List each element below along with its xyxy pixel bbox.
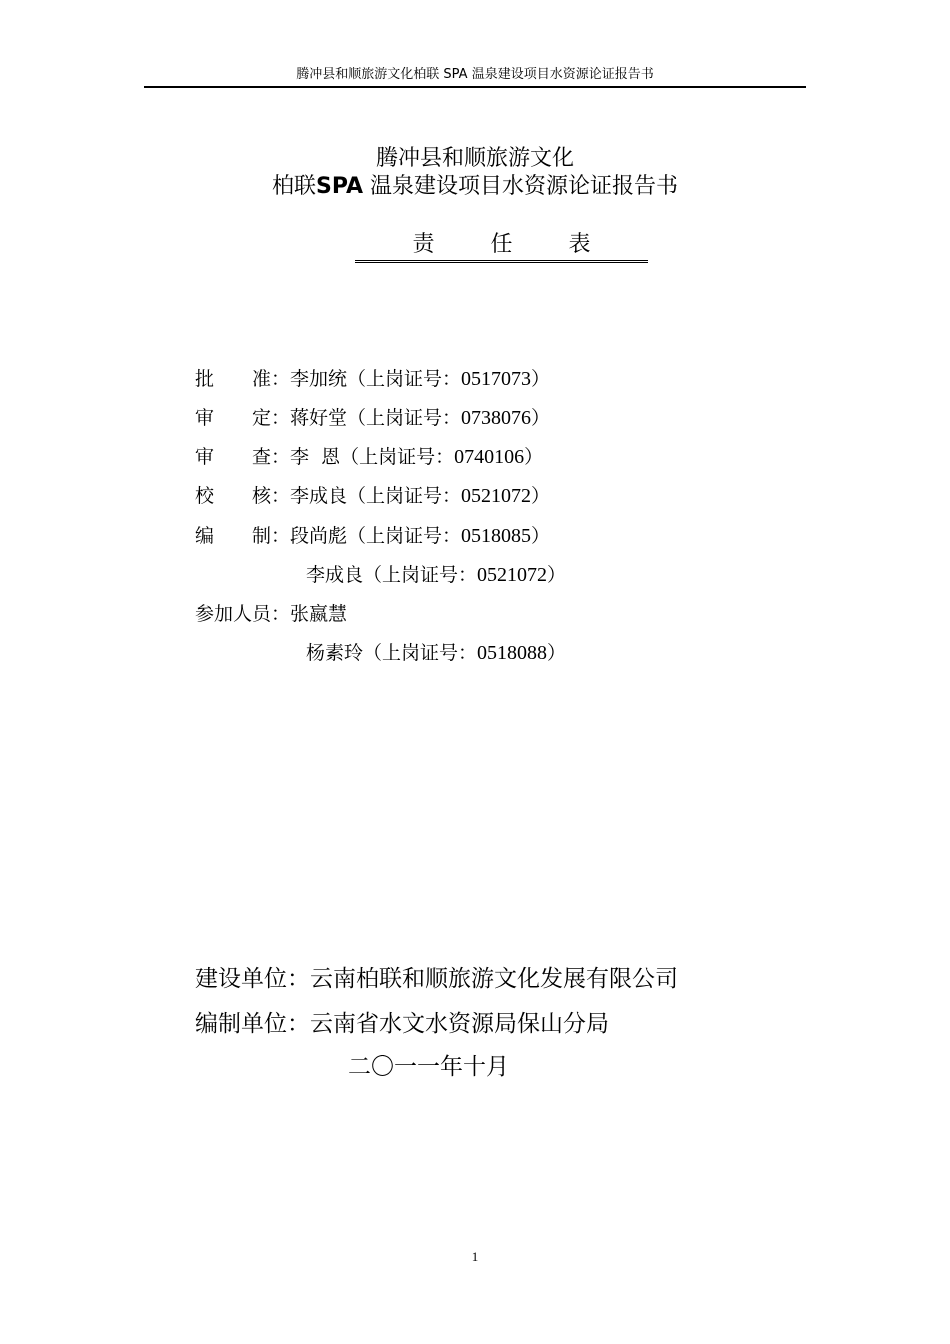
subtitle: 责任表 bbox=[412, 232, 647, 257]
compiler-unit: 编制单位：云南省水文水资源局保山分局 bbox=[195, 1011, 609, 1037]
cert-prefix: （上岗证号： bbox=[347, 525, 462, 547]
subtitle-underline bbox=[355, 230, 648, 263]
role-row-review: 审查：李 恩（上岗证号：0740106） bbox=[195, 443, 543, 471]
cert-suffix: ） bbox=[524, 446, 544, 468]
cert-prefix: （上岗证号： bbox=[363, 642, 478, 664]
role-row-check: 校核：李成良（上岗证号：0521072） bbox=[195, 482, 550, 510]
participants-row-extra bbox=[306, 639, 566, 667]
cert-suffix: ） bbox=[531, 485, 551, 507]
running-header: 腾冲县和顺旅游文化柏联 SPA 温泉建设项目水资源论证报告书 bbox=[296, 67, 654, 82]
cert-number: 0740106 bbox=[454, 446, 525, 468]
cert-prefix: （上岗证号： bbox=[347, 368, 462, 390]
cert-suffix: ） bbox=[547, 642, 567, 664]
cert-suffix: ） bbox=[531, 407, 551, 429]
role-row-finalize: 审定：蒋好堂（上岗证号：0738076） bbox=[195, 404, 550, 432]
role-row-compile: 编制：段尚彪（上岗证号：0518085） bbox=[195, 522, 550, 550]
report-date: 二〇一一年十月 bbox=[348, 1054, 509, 1080]
cert-suffix: ） bbox=[547, 564, 567, 586]
cert-suffix: ） bbox=[531, 525, 551, 547]
role-person: 蒋好堂 bbox=[290, 407, 348, 429]
builder-unit: 建设单位：云南柏联和顺旅游文化发展有限公司 bbox=[195, 966, 678, 992]
cert-number: 0518085 bbox=[461, 525, 532, 547]
page-number: 1 bbox=[471, 1249, 479, 1264]
role-person: 李成良 bbox=[290, 485, 348, 507]
role-label: 编制 bbox=[195, 525, 271, 547]
title-line2-post: 温泉建设项目水资源论证报告书 bbox=[369, 174, 678, 199]
title-line2-latin: SPA bbox=[316, 174, 363, 199]
cert-number: 0517073 bbox=[461, 368, 532, 390]
role-label: 校核 bbox=[195, 485, 271, 507]
participants-label: 参加人员： bbox=[195, 603, 291, 625]
cert-prefix: （上岗证号： bbox=[347, 485, 462, 507]
cert-number: 0521072 bbox=[461, 485, 532, 507]
role-person: 李 恩 bbox=[290, 446, 341, 468]
title-line2-pre: 柏联 bbox=[271, 174, 316, 199]
role-person: 段尚彪 bbox=[290, 525, 348, 547]
role-label: 审定 bbox=[195, 407, 271, 429]
cert-prefix: （上岗证号： bbox=[347, 407, 462, 429]
role-label: 审查 bbox=[195, 446, 271, 468]
cert-prefix: （上岗证号： bbox=[340, 446, 455, 468]
participant-person: 杨素玲 bbox=[306, 642, 364, 664]
cert-prefix: （上岗证号： bbox=[363, 564, 478, 586]
cert-number: 0521072 bbox=[477, 564, 548, 586]
cert-number: 0738076 bbox=[461, 407, 532, 429]
cert-number: 0518088 bbox=[477, 642, 548, 664]
cert-suffix: ） bbox=[531, 368, 551, 390]
report-title-line2 bbox=[0, 172, 950, 202]
participant-person: 张嬴慧 bbox=[290, 603, 348, 625]
role-person: 李成良 bbox=[306, 564, 364, 586]
role-row-approve: 批准：李加统（上岗证号：0517073） bbox=[195, 365, 550, 393]
participants-row bbox=[195, 600, 347, 628]
header-rule bbox=[144, 86, 806, 88]
role-row-compile-extra bbox=[306, 561, 566, 589]
report-title-line1: 腾冲县和顺旅游文化 bbox=[375, 146, 574, 171]
role-label: 批准 bbox=[195, 368, 271, 390]
role-person: 李加统 bbox=[290, 368, 348, 390]
